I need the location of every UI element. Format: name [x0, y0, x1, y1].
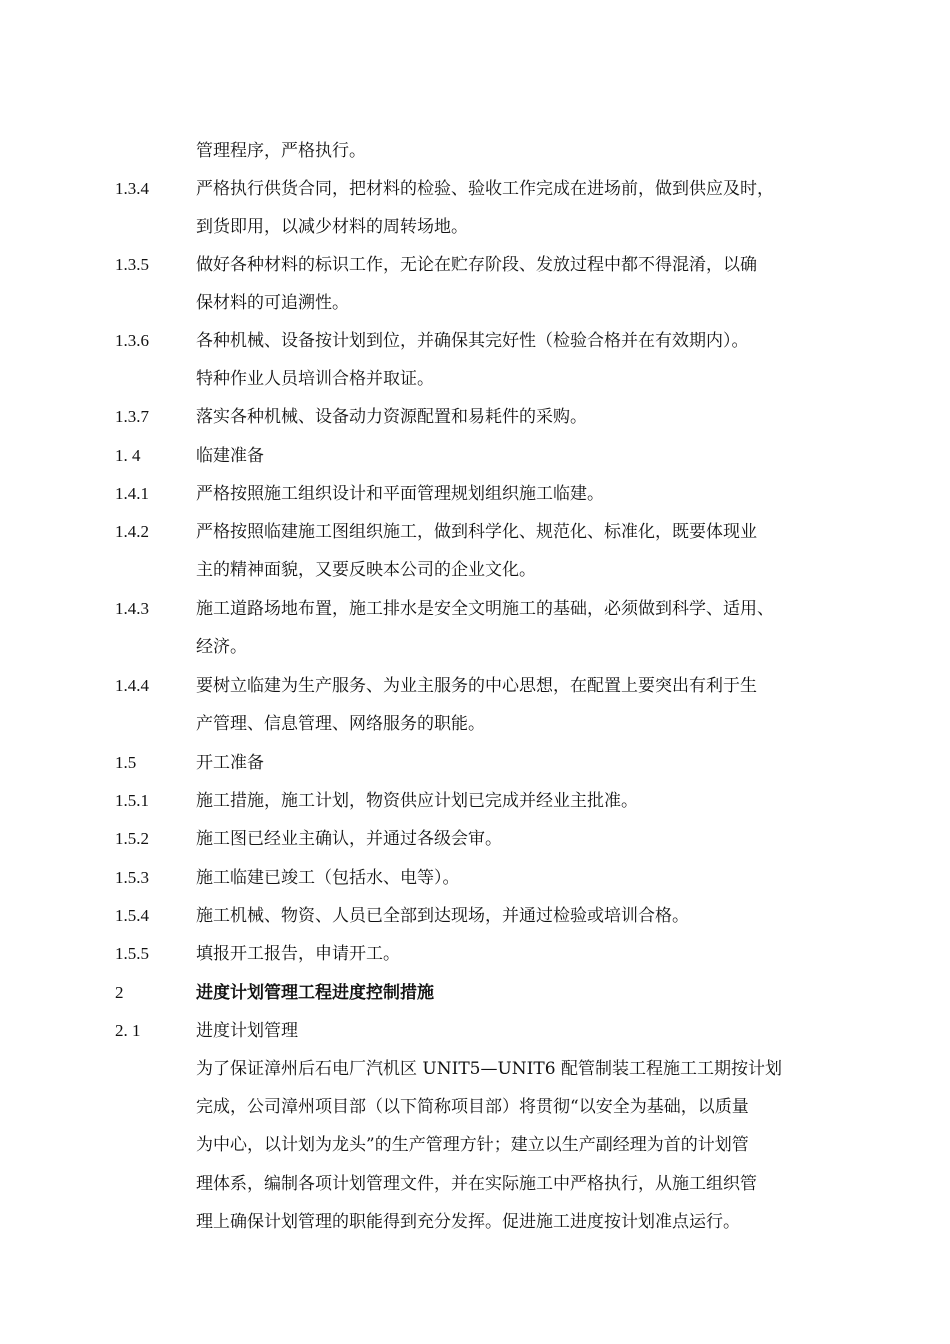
- line-text: 为了保证漳州后石电厂汽机区 UNIT5—UNIT6 配管制装工程施工工期按计划: [196, 1059, 782, 1079]
- section-number: 1.3.4: [115, 179, 149, 198]
- text-line: [0, 1050, 950, 1088]
- text-line: [0, 437, 950, 475]
- text-line: [0, 1126, 950, 1164]
- line-text: 落实各种机械、设备动力资源配置和易耗件的采购。: [196, 407, 587, 427]
- text-line: [0, 284, 950, 322]
- line-text: 理体系，编制各项计划管理文件，并在实际施工中严格执行，从施工组织管: [196, 1174, 757, 1194]
- line-text: 经济。: [196, 637, 247, 657]
- section-number: 1.3.5: [115, 255, 149, 274]
- section-number: 1.3.6: [115, 331, 149, 350]
- line-text: 管理程序，严格执行。: [196, 141, 366, 161]
- text-line: [0, 1165, 950, 1203]
- line-text: 严格按照临建施工图组织施工，做到科学化、规范化、标准化，既要体现业: [196, 522, 757, 542]
- text-line: [0, 705, 950, 743]
- text-line: [0, 974, 950, 1012]
- line-text: 施工图已经业主确认，并通过各级会审。: [196, 829, 502, 849]
- section-number: 1. 4: [115, 446, 141, 465]
- section-number: 1.5.2: [115, 829, 149, 848]
- text-line: [0, 667, 950, 705]
- text-line: [0, 628, 950, 666]
- section-number: 1.5.4: [115, 906, 149, 925]
- section-number: 1.5.1: [115, 791, 149, 810]
- line-text: 严格按照施工组织设计和平面管理规划组织施工临建。: [196, 484, 604, 504]
- line-text: 为中心，以计划为龙头”的生产管理方针；建立以生产副经理为首的计划管: [196, 1135, 749, 1155]
- text-line: [0, 132, 950, 170]
- text-line: [0, 1088, 950, 1126]
- text-line: [0, 820, 950, 858]
- text-line: [0, 360, 950, 398]
- text-line: [0, 782, 950, 820]
- section-number: 2: [115, 983, 124, 1002]
- line-text: 填报开工报告，申请开工。: [196, 944, 400, 964]
- section-number: 1.5: [115, 753, 137, 772]
- section-number: 1.4.2: [115, 522, 149, 541]
- section-number: 1.3.7: [115, 407, 149, 426]
- line-text: 理上确保计划管理的职能得到充分发挥。促进施工进度按计划准点运行。: [196, 1212, 740, 1232]
- text-line: [0, 859, 950, 897]
- line-text: 临建准备: [196, 446, 264, 466]
- text-line: [0, 1012, 950, 1050]
- line-text: 开工准备: [196, 753, 264, 773]
- line-text: 要树立临建为生产服务、为业主服务的中心思想，在配置上要突出有利于生: [196, 676, 757, 696]
- text-line: [0, 208, 950, 246]
- section-number: 2. 1: [115, 1021, 141, 1040]
- section-heading: 进度计划管理工程进度控制措施: [196, 983, 434, 1003]
- text-line: [0, 170, 950, 208]
- text-line: [0, 551, 950, 589]
- section-number: 1.5.3: [115, 868, 149, 887]
- section-number: 1.4.4: [115, 676, 149, 695]
- text-line: [0, 1203, 950, 1241]
- line-text: 进度计划管理: [196, 1021, 298, 1041]
- text-line: [0, 246, 950, 284]
- line-text: 施工道路场地布置，施工排水是安全文明施工的基础，必须做到科学、适用、: [196, 599, 774, 619]
- text-line: [0, 590, 950, 628]
- text-line: [0, 398, 950, 436]
- line-text: 施工措施，施工计划，物资供应计划已完成并经业主批准。: [196, 791, 638, 811]
- line-text: 主的精神面貌，又要反映本公司的企业文化。: [196, 560, 536, 580]
- text-line: [0, 475, 950, 513]
- line-text: 到货即用，以减少材料的周转场地。: [196, 217, 468, 237]
- text-line: [0, 897, 950, 935]
- line-text: 施工机械、物资、人员已全部到达现场，并通过检验或培训合格。: [196, 906, 689, 926]
- line-text: 保材料的可追溯性。: [196, 293, 349, 313]
- text-line: [0, 744, 950, 782]
- line-text: 特种作业人员培训合格并取证。: [196, 369, 434, 389]
- line-text: 各种机械、设备按计划到位，并确保其完好性（检验合格并在有效期内）。: [196, 331, 749, 351]
- section-number: 1.5.5: [115, 944, 149, 963]
- line-text: 产管理、信息管理、网络服务的职能。: [196, 714, 485, 734]
- text-line: [0, 513, 950, 551]
- line-text: 完成，公司漳州项目部（以下简称项目部）将贯彻“以安全为基础，以质量: [196, 1097, 749, 1117]
- line-text: 严格执行供货合同，把材料的检验、验收工作完成在进场前，做到供应及时，: [196, 179, 774, 199]
- section-number: 1.4.1: [115, 484, 149, 503]
- line-text: 施工临建已竣工（包括水、电等）。: [196, 868, 460, 888]
- text-line: [0, 935, 950, 973]
- section-number: 1.4.3: [115, 599, 149, 618]
- line-text: 做好各种材料的标识工作，无论在贮存阶段、发放过程中都不得混淆，以确: [196, 255, 757, 275]
- text-line: [0, 322, 950, 360]
